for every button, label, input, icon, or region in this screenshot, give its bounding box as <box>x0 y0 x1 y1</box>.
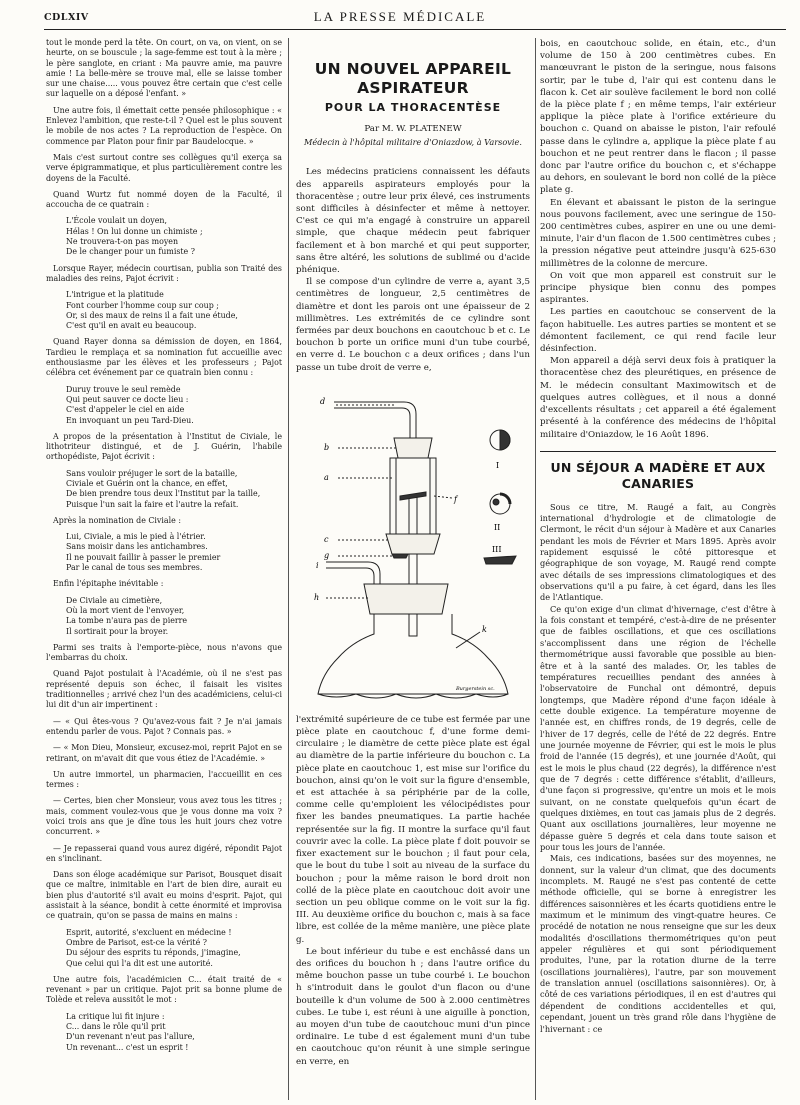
verse-line: Il ne pouvait faillir à passer le premier <box>66 552 221 562</box>
leader-line <box>434 496 452 498</box>
label-fig-2: II <box>494 522 501 532</box>
label-g: g <box>324 550 330 560</box>
verse-line: Sans vouloir préjuger le sort de la bataille, <box>66 468 238 478</box>
paragraph: l'extrémité supérieure de ce tube est fermée par une pièce plate en caoutchouc f, d'une forme demi-circulaire ; le diamètre de cette pièce plate est égal au diamètre de la partie inférieure du bouchon c. La pièce plate en caoutchouc 1, est mise sur l'orifice du bouchon, ainsi qu'on le voit sur la figure d'ensemble, et est attachée à sa périphérie par de la colle, comme celle qu'emploient les vélocipédistes pour fixer les bandes pneumatiques. La partie hachée représentée sur la fig. II montre la surface qu'il faut couvrir avec la colle. La pièce plate f doit pouvoir se fixer exactement sur le bouchon ; il faut pour cela, que le bout du tube l soit au niveau de la surface du bouchon ; pour la même raison le bord droit non collé de la pièce plate en caoutchouc doit avoir une section un peu oblique comme on le voit sur la fig. III. Au deuxième orifice du bouchon c, mais à sa face libre, est collée de la même manière, une pièce plate g. <box>296 714 530 945</box>
label-i: i <box>316 560 319 570</box>
paragraph: Après la nomination de Civiale : <box>53 515 181 525</box>
verse-line: Par le canal de tous ses membres. <box>66 563 203 573</box>
verse-line: L'intrigue et la platitude <box>66 290 164 300</box>
verse-line: La tombe n'aura pas de pierre <box>66 616 188 626</box>
label-d: d <box>320 396 326 406</box>
verse-revenant <box>66 1012 282 1053</box>
detail-fig-2-hole <box>493 499 499 505</box>
paragraph: A propos de la présentation à l'Institut de Civiale, le lithotriteur distingué, et de J. Guérin, l'habile orthopédiste, Pajot écrivit : <box>46 431 282 462</box>
paragraph: Le bout inférieur du tube e est enchâssé dans un des orifices du bouchon h ; dans l'autre orifice du même bouchon passe un tube courbé i. Le bouchon h s'introduit dans le goulot d'un flacon ou d'une bouteille k d'un volume de 500 à 2.000 centimètres cubes. Le tube i, est réuni à une aiguille à ponction, au moyen d'un tube de caoutchouc muni d'un pince ordinaire. Le tube d est également muni d'un tube en caoutchouc qu'on réunit à une simple seringue en verre, en <box>296 946 530 1067</box>
verse-line: C'est qu'il en avait eu beaucoup. <box>66 321 197 331</box>
piece-g <box>392 554 408 558</box>
paragraph: Lorsque Rayer, médecin courtisan, publia son Traité des maladies des reins, Pajot écrivit : <box>46 263 282 283</box>
journal-title: LA PRESSE MÉDICALE <box>313 9 487 24</box>
verse-line: Qui peut sauver ce docte lieu : <box>66 394 189 404</box>
column-divider <box>535 38 536 1100</box>
paragraph: Ce qu'on exige d'un climat d'hivernage, c'est d'être à la fois constant et tempéré, c'est-à-dire de ne présenter que de faibles oscillations, et que ces oscillations s'accomplissent dans une région de l'échelle thermométrique aussi favorable que possible au bien-être et à la santé des malades. Or, les tables de températures recueillies pendant des années à l'observatoire de Funchal ont démontré, depuis longtemps, que Madère répond d'une façon idéale à cette double exigence. La température moyenne de l'année est, en chiffres ronds, de 19 degrés, celle de l'hiver de 17 degrés, celle de l'été de 22 degrés. Entre une journée moyenne de Février, qui est le mois le plus froid de l'année (15 degrés), et une journée d'Août, qui est le mois le plus chaud (22 degrés), la différence n'est que de 7 degrés : cette différence s'établit, d'ailleurs, d'une façon si progressive, qu'entre un mois et le mois suivant, on ne constate quelquefois qu'un écart de quelques dixièmes, en tout cas jamais plus de 2 degrés. Quant aux oscillations journalières, leur moyenne ne dépasse guère 5 degrés et cela dans toute saison et pour tous les jours de l'année. <box>540 603 776 853</box>
paragraph: Il se compose d'un cylindre de verre a, ayant 3,5 centimètres de longueur, 2,5 centimètres de diamètre et dont les parois ont une épaisseur de 2 millimètres. Les extrémités de ce cylindre sont fermées par deux bouchons en caoutchouc b et c. Le bouchon b porte un orifice muni d'un tube courbé, en verre d. Le bouchon c a deux orifices ; dans l'un passe un tube droit de verre e, <box>296 277 530 373</box>
verse-line: C... dans le rôle qu'il prit <box>66 1022 166 1032</box>
verse-tardieu <box>66 385 282 426</box>
verse-line: De Civiale au cimetière, <box>66 595 163 605</box>
verse-line: Un revenant... c'est un esprit ! <box>66 1042 189 1052</box>
label-h: h <box>314 592 320 602</box>
detail-fig-1-fill <box>500 430 510 450</box>
label-c: c <box>324 534 329 544</box>
paragraph: Quand Pajot postulait à l'Académie, où il ne s'est pas représenté depuis son échec, il faisait les visites traditionnelles ; arrivé chez l'un des académiciens, celui-ci lui dit d'un air impertinent : <box>46 669 282 710</box>
article-title: UN NOUVEL APPAREIL ASPIRATEUR <box>314 60 512 97</box>
paragraph: Sous ce titre, M. Raugé a fait, au Congrès international d'hydrologie et de climatologie de Clermont, le récit d'un séjour à Madère et aux Canaries pendant les mois de Février et Mars 1895. Après avoir rapidement esquissé le côté pittoresque et géographique de son voyage, M. Raugé rend compte avec détails de ses impressions climatologiques et des observations qu'il a pu faire, à cet égard, dans les îles de l'Atlantique. <box>540 501 776 603</box>
verse-line: D'un revenant n'eut pas l'allure, <box>66 1032 195 1042</box>
article-title: UN SÉJOUR A MADÈRE ET AUX CANARIES <box>550 459 766 491</box>
verse-line: Sans moisir dans les antichambres. <box>66 542 208 552</box>
engraver-signature: Burgerstein sc. <box>456 685 495 692</box>
paragraph: Parmi ses traits à l'emporte-pièce, nous n'avons que l'embarras du choix. <box>46 642 282 663</box>
left-column <box>46 38 282 1100</box>
paragraph: — Je repasserai quand vous aurez digéré, répondit Pajot en s'inclinant. <box>46 843 282 863</box>
flask-k <box>318 614 508 694</box>
article-subtitle: POUR LA THORACENTÈSE <box>324 101 502 114</box>
label-k: k <box>482 624 487 634</box>
paragraph: Les médecins praticiens connaissent les défauts des appareils aspirateurs employés pour la thoracentèse ; outre leur prix élevé, ces instruments sont difficiles à désinfecter et même à nettoyer. C'est ce qui m'a engagé à construire un appareil simple, que chaque médecin peut fabriquer facilement et à bon marché et qui peut supporter, sans être altéré, les solutions de sublimé ou d'acide phénique. <box>296 167 530 276</box>
bouchon-c <box>386 534 440 554</box>
verse-line: Que celui qui l'a dit est une autorité. <box>66 958 213 968</box>
running-header <box>0 0 800 30</box>
verse-rayer <box>66 290 282 331</box>
bouchon-b <box>394 438 432 458</box>
verse-line: De bien prendre tous deux l'Institut par la taille, <box>66 489 261 499</box>
verse-line: Esprit, autorité, s'excluent en médecine ! <box>66 927 232 937</box>
paragraph: Mon appareil a déjà servi deux fois à pratiquer la thoracentèse chez des pleurétiques, en présence de M. le médecin consultant Maximowitsch et de quelques autres collègues, et il nous a donné d'excellents résultats ; cet appareil a été également présenté à la conférence des médecins de l'hôpital militaire d'Oniazdow, le 16 Août 1896. <box>540 356 776 440</box>
detail-fig-3 <box>484 556 516 564</box>
paragraph: — « Qui êtes-vous ? Qu'avez-vous fait ? Je n'ai jamais entendu parler de vous. Pajot ? Connais pas. » <box>46 716 282 736</box>
article-author: Par M. W. PLATENEW <box>364 124 462 134</box>
verse-line: De le changer pour un fumiste ? <box>66 247 195 257</box>
verse-wurtz <box>66 216 282 257</box>
paragraph: tout le monde perd la tête. On court, on va, on vient, on se heurte, on se bouscule ; la sage-femme est tout à la mère ; le père sanglote, en criant : Ma pauvre amie, ma pauvre amie ! La belle-mère se trouve mal, elle se laisse tomber sur une chaise..... vous pouvez être certain que c'est celle sur laquelle on a déposé l'enfant. » <box>46 38 282 99</box>
paragraph: Une autre fois, il émettait cette pensée philosophique : « Enlevez l'ambition, que reste-t-il ? Quel est le plus souvent le mobile de nos actes ? La reproduction de l'espèce. On commence par Platon pour finir par Baudelocque. » <box>46 105 282 146</box>
bouchon-h <box>364 584 448 614</box>
verse-line: Du séjour des esprits tu réponds, j'imagine, <box>66 948 241 958</box>
page-number: CDLXIV <box>44 12 89 23</box>
paragraph: En élevant et abaissant le piston de la seringue nous pouvons facilement, avec une seringue de 150-200 centimètres cubes, aspirer en une ou une demi-minute, l'air d'un flacon de 1.500 centimètres cubes ; la pression négative peut atteindre jusqu'à 625-630 millimètres de la colonne de mercure. <box>540 197 776 269</box>
verse-line: C'est d'appeler le ciel en aide <box>66 405 185 415</box>
paragraph: Dans son éloge académique sur Parisot, Bousquet disait que ce maître, inimitable en l'art de bien dire, aurait eu bien plus d'autorité s'il avait eu moins d'esprit. Pajot, qui assistait à la séance, bondit à cette énormité et improvisa ce quatrain, qu'on se passa de mains en mains : <box>46 870 282 921</box>
verse-line: Or, si des maux de reins il a fait une étude, <box>66 310 238 320</box>
paragraph: On voit que mon appareil est construit sur le principe physique bien connu des pompes aspirantes. <box>540 270 776 306</box>
paragraph: Enfin l'épitaphe inévitable : <box>53 579 164 589</box>
verse-line: Hélas ! On lui donne un chimiste ; <box>66 226 203 236</box>
author-affiliation: Médecin à l'hôpital militaire d'Oniazdow, à Varsovie. <box>304 137 522 148</box>
verse-parisot <box>66 928 282 969</box>
paragraph: bois, en caoutchouc solide, en étain, etc., d'un volume de 150 à 200 centimètres cubes. En manœuvrant le piston de la seringue, nous faisons sortir, par le tube d, l'air qui est contenu dans le flacon k. Cet air soulève facilement le bord non collé de la pièce plate f ; en même temps, l'air extérieur applique la pièce plate à l'orifice extérieure du bouchon c. Quand on abaisse le piston, l'air refoulé passe dans le cylindre a, applique la pièce plate f au bouchon et ne peut rentrer dans le flacon ; il passe donc par l'autre orifice du bouchon c, et s'échappe au dehors, en soulevant le bord non collé de la pièce plate g. <box>540 39 776 196</box>
paragraph: — Certes, bien cher Monsieur, vous avez tous les titres ; mais, comment voulez-vous que je vous donne ma voix ? voici trois ans que je dîne tous les huit jours chez votre concurrent. » <box>46 796 282 837</box>
column-divider <box>288 38 289 1100</box>
article-body <box>540 502 776 1035</box>
verse-line: L'École voulait un doyen, <box>66 216 167 226</box>
verse-line: Lui, Civiale, a mis le pied à l'étrier. <box>66 532 206 542</box>
verse-line: En invoquant un peu Tard-Dieu. <box>66 415 194 425</box>
label-b: b <box>324 442 330 452</box>
paragraph: Mais, ces indications, basées sur des moyennes, ne donnent, sur la valeur d'un climat, que des documents incomplets. M. Raugé ne s'est pas contenté de cette méthode officielle, qui se borne à enregistrer les différences saisonnières et les écarts quotidiens entre le maximum et le minimum des vingt-quatre heures. Ce procédé de notation ne nous renseigne que sur les deux modalités d'oscillations thermométriques qu'on peut appeler régulières et qui sont périodiquement produites, l'une, par la rotation diurne de la terre (oscillations journalières), l'autre, par son mouvement de translation annuel (oscillations saisonnières). Or, à côté de ces variations périodiques, il en est d'autres qui dépendent de conditions accidentelles et qui, cependant, jouent un très grand rôle dans l'hygiène de l'hivernant : ce <box>540 853 776 1034</box>
verse-line: Puisque l'un sait la faire et l'autre la refait. <box>66 499 239 509</box>
right-column <box>540 38 776 1100</box>
label-a: a <box>324 472 329 482</box>
verse-line: Où la mort vient de l'envoyer, <box>66 605 185 615</box>
verse-line: Civiale et Guérin ont la chance, en effet, <box>66 478 228 488</box>
aspirator-figure <box>296 378 530 708</box>
detail-fig-2-glue <box>500 494 510 504</box>
label-fig-3: III <box>492 544 502 554</box>
paragraph: Quand Wurtz fut nommé doyen de la Faculté, il accoucha de ce quatrain : <box>46 189 282 210</box>
flask-base <box>318 694 508 698</box>
verse-line: Duruy trouve le seul remède <box>66 384 181 394</box>
paragraph: Les parties en caoutchouc se conservent de la façon habituelle. Les autres parties se montent et se démontent facilement, ce qui rend facile leur désinfection. <box>540 307 776 355</box>
verse-line: La critique lui fit injure : <box>66 1011 165 1021</box>
header-rule <box>44 29 786 30</box>
verse-line: Ne trouvera-t-on pas moyen <box>66 237 179 247</box>
label-f: f <box>454 494 457 504</box>
verse-line: Font courber l'homme coup sur coup ; <box>66 300 219 310</box>
label-fig-1: I <box>496 460 500 470</box>
middle-column <box>296 38 530 1100</box>
verse-epitaphe <box>66 596 282 637</box>
paragraph: Un autre immortel, un pharmacien, l'accueillit en ces termes : <box>46 769 282 790</box>
leader-line <box>456 632 480 648</box>
paragraph: Quand Rayer donna sa démission de doyen, en 1864, Tardieu le remplaça et sa nomination fut accueillie avec enthousiasme par les élèves et les professeurs ; Pajot célébra cet événement par ce quatrain bien connu : <box>46 337 282 378</box>
verse-nomination <box>66 532 282 573</box>
article-separator <box>540 451 776 452</box>
verse-line: Ombre de Parisot, est-ce la vérité ? <box>66 937 208 947</box>
verse-civiale <box>66 469 282 510</box>
verse-line: Il sortirait pour la broyer. <box>66 626 169 636</box>
paragraph: Mais c'est surtout contre ses collègues qu'il exerça sa verve épigrammatique, et plus particulièrement contre les doyens de la Faculté. <box>46 152 282 183</box>
paragraph: — « Mon Dieu, Monsieur, excusez-moi, reprit Pajot en se retirant, on m'avait dit que vous étiez de l'Académie. » <box>46 743 282 763</box>
paragraph: Une autre fois, l'académicien C... était traité de « revenant » par un critique. Pajot prit sa bonne plume de Tolède et releva aussitôt le mot : <box>46 974 282 1005</box>
